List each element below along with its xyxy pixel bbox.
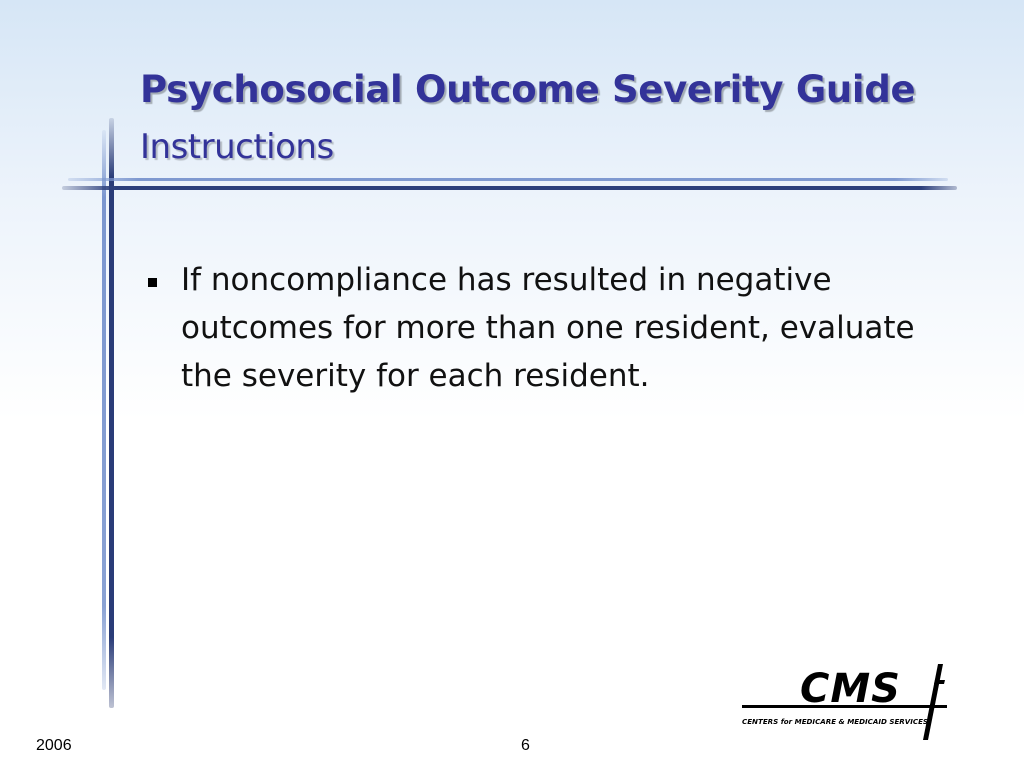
page-number: 6: [521, 737, 530, 754]
square-bullet-icon: [148, 278, 157, 287]
cms-logo: [730, 662, 960, 742]
horizontal-rule-light: [68, 178, 948, 181]
slide-title: Psychosocial Outcome Severity Guide: [140, 68, 916, 111]
horizontal-rule-dark: [62, 186, 957, 190]
footer-year: 2006: [36, 737, 72, 754]
svg-text:CENTERS for MEDICARE & MEDICAI: CENTERS for MEDICARE & MEDICAID SERVICES: [742, 717, 929, 726]
vertical-rule-light: [102, 130, 106, 690]
bullet-text: If noncompliance has resulted in negative outcomes for more than one resident, evaluate the severity for each resident.: [181, 262, 915, 394]
bullet-item: [144, 256, 934, 400]
svg-text:CMS: CMS: [800, 666, 901, 712]
vertical-rule-dark: [109, 118, 114, 708]
bullet-list: [144, 256, 934, 400]
slide-subtitle: Instructions: [140, 127, 334, 167]
